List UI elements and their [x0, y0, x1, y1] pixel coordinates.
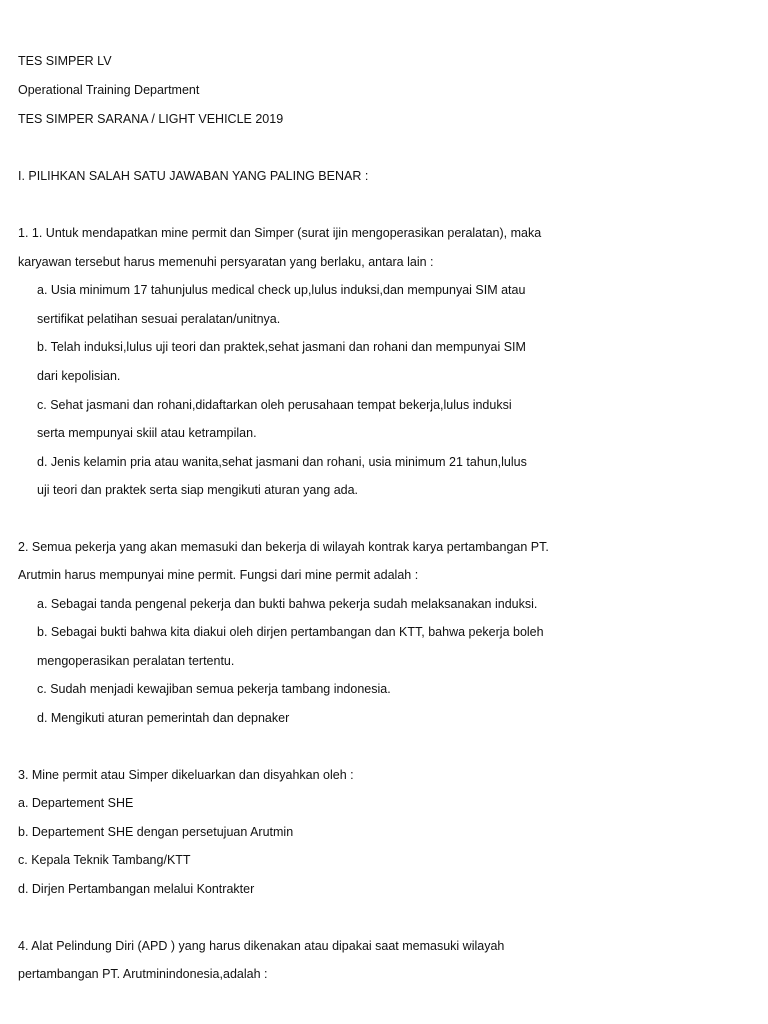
question-1-option-c-cont: serta mempunyai skiil atau ketrampilan. — [37, 426, 257, 440]
question-1-option-a-cont: sertifikat pelatihan sesuai peralatan/unitnya. — [37, 312, 281, 326]
question-1-option-a: a. Usia minimum 17 tahunjulus medical check up,lulus induksi,dan mempunyai SIM atau — [37, 283, 526, 297]
question-1-option-d-cont: uji teori dan praktek serta siap mengikuti aturan yang ada. — [37, 483, 359, 497]
question-1-text: 1. 1. Untuk mendapatkan mine permit dan Simper (surat ijin mengoperasikan peralatan), maka — [18, 226, 542, 240]
question-2-option-b-cont: mengoperasikan peralatan tertentu. — [37, 654, 235, 668]
question-3-option-b: b. Departement SHE dengan persetujuan Arutmin — [18, 825, 294, 839]
question-4-text: 4. Alat Pelindung Diri (APD ) yang harus dikenakan atau dipakai saat memasuki wilayah — [18, 939, 505, 953]
doc-title: TES SIMPER LV — [18, 54, 112, 68]
question-3-option-a: a. Departement SHE — [18, 796, 134, 810]
department-name: Operational Training Department — [18, 83, 200, 97]
question-2-text: 2. Semua pekerja yang akan memasuki dan bekerja di wilayah kontrak karya pertambangan PT. — [18, 540, 549, 554]
question-3-option-d: d. Dirjen Pertambangan melalui Kontrakter — [18, 882, 255, 896]
question-1-option-d: d. Jenis kelamin pria atau wanita,sehat jasmani dan rohani, usia minimum 21 tahun,lulus — [37, 455, 527, 469]
question-2-option-b: b. Sebagai bukti bahwa kita diakui oleh dirjen pertambangan dan KTT, bahwa pekerja boleh — [37, 625, 544, 639]
question-1-option-c: c. Sehat jasmani dan rohani,didaftarkan oleh perusahaan tempat bekerja,lulus induksi — [37, 398, 512, 412]
question-4-text-cont: pertambangan PT. Arutminindonesia,adalah : — [18, 967, 268, 981]
section-title: I. PILIHKAN SALAH SATU JAWABAN YANG PALING BENAR : — [18, 169, 369, 183]
question-2-text-cont: Arutmin harus mempunyai mine permit. Fungsi dari mine permit adalah : — [18, 568, 419, 582]
question-1-text-cont: karyawan tersebut harus memenuhi persyaratan yang berlaku, antara lain : — [18, 255, 434, 269]
question-1-option-b: b. Telah induksi,lulus uji teori dan praktek,sehat jasmani dan rohani dan mempunyai SIM — [37, 340, 526, 354]
test-name: TES SIMPER SARANA / LIGHT VEHICLE 2019 — [18, 112, 284, 126]
question-2-option-d: d. Mengikuti aturan pemerintah dan depnaker — [37, 711, 290, 725]
question-3-option-c: c. Kepala Teknik Tambang/KTT — [18, 853, 191, 867]
question-2-option-c: c. Sudah menjadi kewajiban semua pekerja tambang indonesia. — [37, 682, 391, 696]
question-1-option-b-cont: dari kepolisian. — [37, 369, 121, 383]
question-3-text: 3. Mine permit atau Simper dikeluarkan dan disyahkan oleh : — [18, 768, 354, 782]
question-2-option-a: a. Sebagai tanda pengenal pekerja dan bukti bahwa pekerja sudah melaksanakan induksi. — [37, 597, 538, 611]
